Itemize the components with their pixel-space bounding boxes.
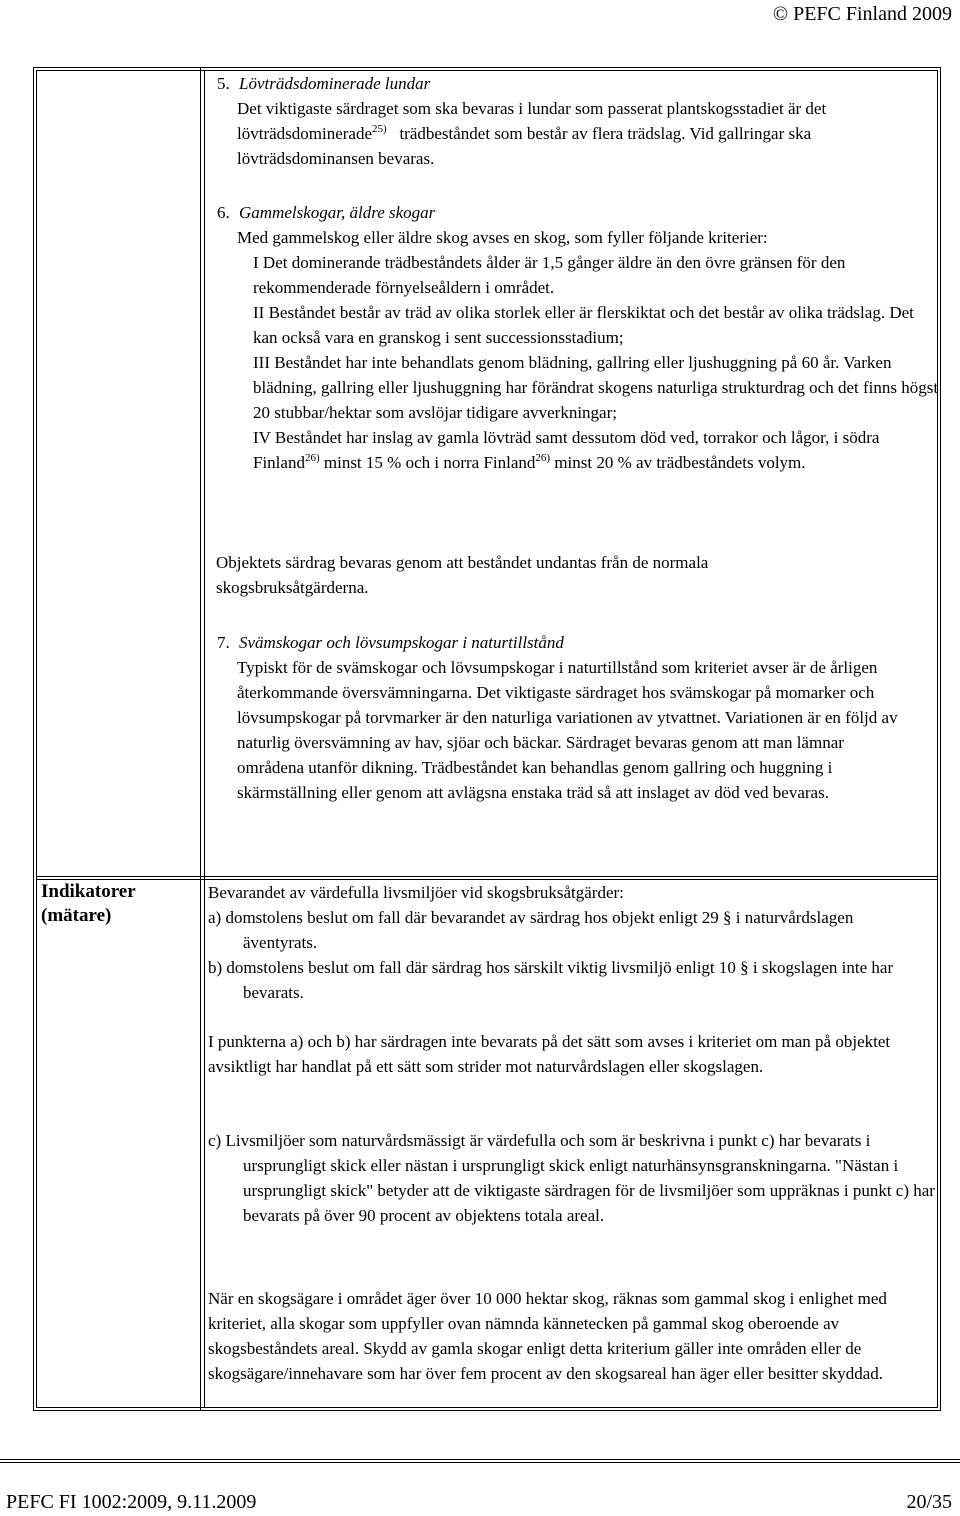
section-5-text — [237, 96, 937, 171]
section-7-title: Svämskogar och lövsumpskogar i naturtillstånd — [239, 633, 564, 652]
column-divider-inner — [204, 70, 205, 1408]
criterion-2: II Beståndet består av träd av olika storlek eller är flerskiktat och det består av olika trädslag. Det kan också vara en granskog i sent successionsstadium; — [253, 303, 914, 347]
section-7-heading — [217, 630, 937, 655]
section-6-heading — [217, 200, 937, 225]
footer-rule — [0, 1459, 960, 1460]
section-6-intro: Med gammelskog eller äldre skog avses en skog, som fyller följande kriterier: — [237, 228, 768, 247]
column-divider — [200, 68, 201, 1410]
criterion-1: I Det dominerande trädbeståndets ålder är 1,5 gånger äldre än den övre gränsen för den rekommenderade förnyelseåldern i området. — [253, 253, 846, 297]
indicator-c: c) Livsmiljöer som naturvårdsmässigt är värdefulla och som är beskrivna i punkt c) har bevarats i ursprungligt skick eller nästan i ursprungligt skick enligt naturhänsynsgranskningarna. "Nästan i ursprungligt skick" betyder att de viktigaste särdragen för de livsmiljöer som uppräknas i punkt c) har bevarats på över 90 procent av objektens totala areal. — [208, 1131, 935, 1225]
footnote-ref-25: 25) — [372, 123, 387, 135]
indicators-content — [208, 880, 936, 1005]
section-5-heading — [217, 71, 937, 96]
indicators-label — [41, 880, 191, 928]
criterion-4-b: minst 15 % och i norra Finland — [319, 453, 536, 472]
indicator-b: b) domstolens beslut om fall där särdrag hos särskilt viktig livsmiljö enligt 10 § i skogslagen inte har bevarats. — [208, 958, 894, 1002]
indicators-para-ab: I punkterna a) och b) har särdragen inte bevarats på det sätt som avses i kriteriet om man på objektet avsiktligt har handlat på ett sätt som strider mot naturvårdslagen eller skogslagen. — [208, 1032, 891, 1076]
indicator-a: a) domstolens beslut om fall där bevarandet av särdrag hos objekt enligt 29 § i naturvårdslagen äventyrats. — [208, 908, 854, 952]
section-5-number: 5. — [217, 74, 230, 93]
section-5-title: Lövträdsdominerade lundar — [239, 74, 431, 93]
indicators-label-1: Indikatorer — [41, 881, 136, 902]
section-5 — [217, 71, 937, 171]
header-copyright: © PEFC Finland 2009 — [772, 3, 952, 25]
indicators-para-last: När en skogsägare i området äger över 10 000 hektar skog, räknas som gammal skog i enlighet med kriteriet, alla skogar som uppfyller ovan nämnda kännetecken på gammal skog oberoende av skogsbeståndets areal. Skydd av gamla skogar enligt detta kriterium gäller inte områden eller de skogsägare/innehavare som har över fem procent av den skogsareal han äger eller besitter skyddad. — [208, 1289, 887, 1383]
section-6-title: Gammelskogar, äldre skogar — [239, 203, 436, 222]
section-6-number: 6. — [217, 203, 230, 222]
row-divider — [36, 876, 938, 877]
section-6 — [217, 200, 937, 475]
criterion-4-a: IV Beståndet har inslag av gamla lövträd samt dessutom död ved, torrakor och lågor, i södra Finland — [253, 428, 880, 472]
section-5-text-b: trädbeståndet som består av flera trädslag. Vid gallringar ska lövträdsdominansen bevaras. — [237, 124, 812, 168]
section-6-conclusion: Objektets särdrag bevaras genom att beståndet undantas från de normala skogsbruksåtgärderna. — [216, 553, 709, 597]
footer-rule-2 — [0, 1462, 960, 1463]
section-7-text: Typiskt för de svämskogar och lövsumpskogar i naturtillstånd som kriteriet avser är de årligen återkommande översvämningarna. Det viktigaste särdraget hos svämskogar på momarker och lövsumpskogar på torvmarker är den naturliga variationen av ytvattnet. Variationen är en följd av naturlig översvämning av hav, sjöar och bäckar. Särdraget bevaras genom att man lämnar områdena utanför dikning. Trädbeståndet kan behandlas genom gallring och huggning i skärmställning eller genom att avlägsna enstaka träd så att inslaget av död ved bevaras. — [237, 658, 898, 802]
criterion-3: III Beståndet har inte behandlats genom blädning, gallring eller ljushuggning på 60 år. Varken blädning, gallring eller ljushuggning har förändrat skogens naturliga strukturdrag och det finns högst 20 stubbar/hektar som avslöjar tidigare avverkningar; — [253, 353, 939, 422]
indicators-intro: Bevarandet av värdefulla livsmiljöer vid skogsbruksåtgärder: — [208, 883, 624, 902]
criterion-4 — [253, 425, 939, 475]
footer-doc-id: PEFC FI 1002:2009, 9.11.2009 — [6, 1491, 257, 1513]
criterion-4-c: minst 20 % av trädbeståndets volym. — [550, 453, 806, 472]
footer-page-number: 20/35 — [906, 1491, 952, 1513]
section-7-number: 7. — [217, 633, 230, 652]
section-7 — [217, 630, 937, 805]
section-5-text-a: Det viktigaste särdraget som ska bevaras i lundar som passerat plantskogsstadiet är det lövträdsdominerade — [237, 99, 827, 143]
footnote-ref-26a: 26) — [304, 452, 320, 464]
footnote-ref-26b: 26) — [535, 452, 551, 464]
indicators-label-2: (mätare) — [41, 905, 112, 926]
